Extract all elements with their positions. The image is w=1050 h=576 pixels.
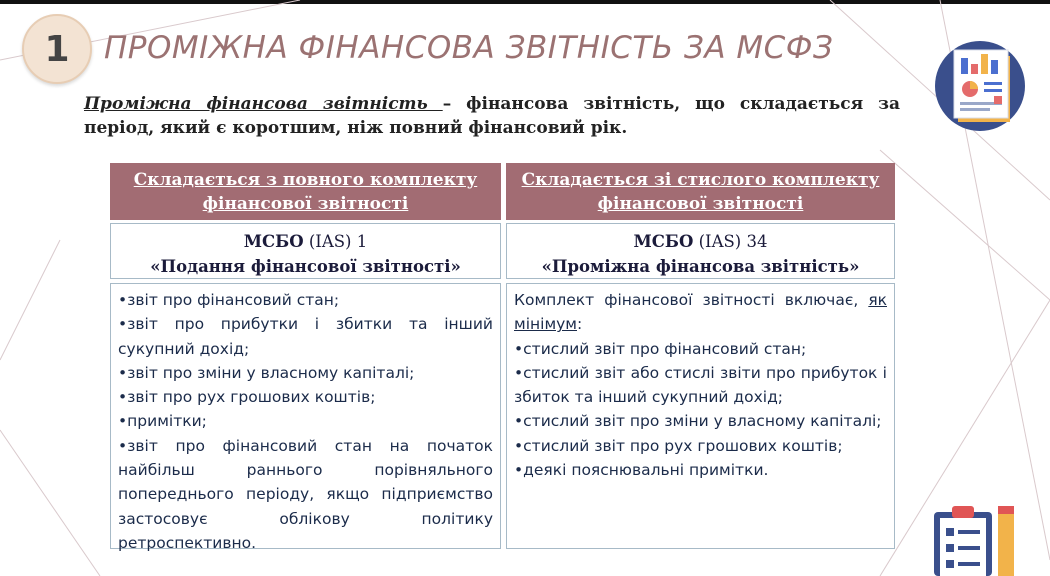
- right-standard-num: (IAS) 34: [693, 232, 768, 251]
- left-standard: [110, 223, 501, 279]
- left-header: Складається з повного комплекту фінансової звітності: [110, 163, 501, 220]
- list-item: •деякі пояснювальні примітки.: [514, 461, 769, 480]
- list-item: •звіт про фінансовий стан на початок найбільш раннього порівняльного попереднього періоду, якщо підприємство застосовує облікову політику ретроспективно.: [118, 436, 493, 552]
- right-standard: [506, 223, 895, 279]
- left-standard-code: МСБО: [243, 232, 304, 251]
- left-standard-name: «Подання фінансової звітності»: [150, 257, 461, 276]
- right-intro-text: Комплект фінансової звітності включає,: [514, 291, 859, 309]
- checklist-icon: [930, 500, 1026, 576]
- list-item: •стислий звіт про рух грошових коштів;: [514, 436, 843, 455]
- list-item: •звіт про рух грошових коштів;: [118, 388, 376, 407]
- list-item: •примітки;: [118, 412, 207, 431]
- list-item: •звіт про фінансовий стан;: [118, 291, 340, 309]
- right-intro: [514, 288, 887, 337]
- right-header: Складається зі стислого комплекту фінансової звітності: [506, 163, 895, 220]
- right-standard-name: «Проміжна фінансова звітність»: [541, 257, 860, 276]
- left-items-box: [110, 283, 501, 552]
- list-item: •стислий звіт про зміни у власному капіталі;: [514, 412, 882, 431]
- page-title: ПРОМІЖНА ФІНАНСОВА ЗВІТНІСТЬ ЗА МСФЗ: [104, 30, 834, 66]
- list-item: •стислий звіт або стислі звіти про прибуток і збиток та інший сукупний дохід;: [514, 363, 887, 407]
- definition-paragraph: [84, 92, 900, 140]
- right-items-box: [506, 283, 895, 549]
- list-item: •стислий звіт про фінансовий стан;: [514, 339, 807, 358]
- list-item: •звіт про зміни у власному капіталі;: [118, 363, 415, 382]
- left-standard-num: (IAS) 1: [303, 232, 368, 251]
- right-intro-underlined: як мінімум: [514, 291, 887, 334]
- right-intro-end: :: [577, 315, 583, 334]
- right-standard-code: МСБО: [633, 232, 694, 251]
- definition-text: – фінансова звітність, що складається за період, який є коротшим, ніж повний фінансовий рік.: [84, 94, 900, 138]
- definition-term: Проміжна фінансова звітність: [84, 94, 443, 114]
- report-icon: [934, 34, 1030, 132]
- list-item: •звіт про прибутки і збитки та інший сукупний дохід;: [118, 315, 493, 358]
- slide-number-badge: [22, 14, 92, 84]
- slide-number: 1: [44, 28, 70, 70]
